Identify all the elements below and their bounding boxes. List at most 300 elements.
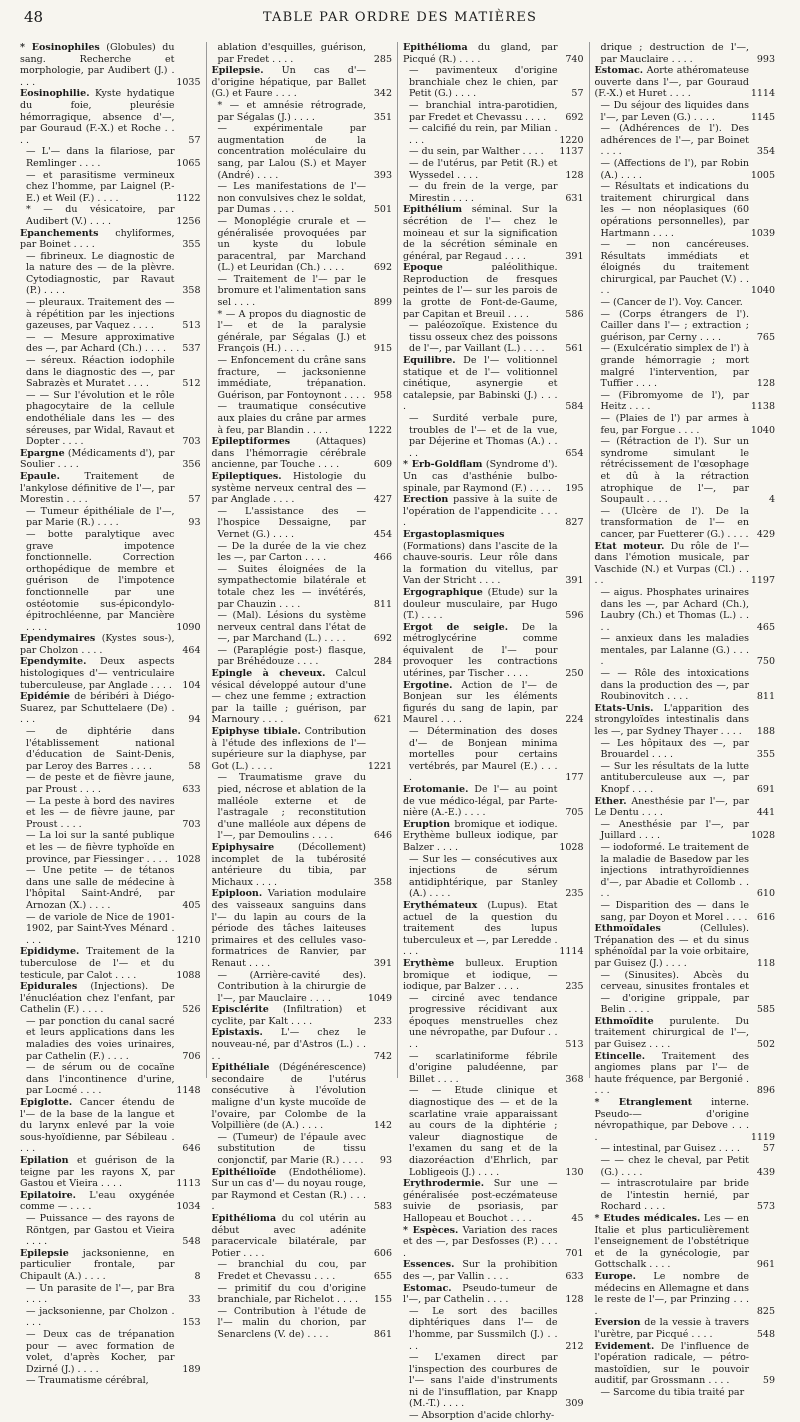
entry-page-number: 1039 (750, 227, 775, 239)
entry-leader-dots: . . . . (456, 53, 481, 65)
entry-text: Deux aspects histologiques d'— ventriculaire tuberculeuse, par Anglade (20, 656, 175, 691)
index-entry (595, 1271, 776, 1317)
index-entry (212, 610, 393, 645)
entry-page-number: 692 (373, 262, 392, 274)
index-entry (212, 274, 393, 309)
entry-text: — Les manifestations de l'— non convulsives chez le soldat, par Dumas (217, 181, 366, 216)
entry-text: * — A propos du diagnostic de l'— et de la paralysie générale, par Ségalas (J.) et François (H.) (217, 308, 366, 355)
index-entry (595, 100, 776, 123)
entry-page-number: 691 (756, 784, 775, 795)
index-entry (403, 1178, 584, 1224)
index-entry (403, 158, 584, 181)
entry-leader-dots: . . . . (715, 1143, 740, 1155)
index-entry (403, 100, 584, 123)
index-entry (403, 355, 584, 413)
entry-heading: Erythème (403, 957, 455, 969)
index-entry (20, 656, 201, 691)
entry-leader-dots: . . . . (141, 343, 167, 355)
entry-text: (Médicaments d'), par Soulier (20, 447, 175, 471)
entry-text: Action de l'— de Bonjean sur les éléments figurés du sang de lapin, par Maurel (403, 679, 558, 726)
entry-text: Anesthésie par l'—, par Le Dentu (594, 795, 749, 819)
entry-leader-dots: . . . . (418, 610, 443, 622)
entry-page-number: 368 (565, 1073, 584, 1085)
entry-page-number: 427 (373, 494, 392, 506)
index-entry (20, 471, 201, 506)
entry-text: — anxieux dans les maladies mentales, par Lalanne (G.) (600, 633, 749, 656)
entry-text: — De la durée de la vie chez les —, par Carton (217, 540, 366, 564)
entry-heading: Equilibre. (403, 355, 456, 367)
index-entry (595, 181, 776, 239)
entry-page-number: 354 (756, 146, 775, 158)
entry-page-number: 1114 (750, 88, 775, 100)
index-entry (595, 1155, 776, 1178)
entry-page-number: 441 (756, 807, 775, 819)
entry-leader-dots: . . . . (440, 1398, 465, 1410)
entry-page-number: 1148 (176, 1085, 201, 1097)
entry-page-number: 1028 (559, 841, 584, 853)
entry-leader-dots: . . . . (503, 668, 529, 680)
entry-leader-dots: . . . . (600, 610, 749, 633)
entry-leader-dots: . . . . (520, 343, 545, 355)
entry-page-number: 391 (565, 575, 584, 587)
index-entry (595, 738, 776, 761)
index-entry (212, 181, 393, 216)
entry-leader-dots: . . . . (626, 401, 651, 413)
entry-text: — traumatique consécutive aux plaies du crâne par armes à feu, par Blandin (217, 401, 366, 436)
entry-leader-dots: . . . . (675, 424, 700, 436)
entry-leader-dots: . . . . (494, 981, 520, 993)
entry-text: De l'— volitionnel statique et de l'— volitionnel cinétique, asynergie et catalepsie, par Babinski (J.) (403, 355, 558, 401)
entry-text: — (Exulcératio simplex de l') à grande hémorragie ; mort malgré l'intervention, par Tuffier (600, 343, 749, 390)
entry-text: (Syndrome d'). Un cas d'asthénie bulbo-spinale, par Raymond (F.) (403, 459, 558, 494)
entry-page-number: 646 (182, 1143, 201, 1155)
entry-heading: Epargne (20, 447, 65, 459)
entry-text: — — Rôle des intoxications dans la production des —, par Roubinovitch (600, 668, 749, 703)
entry-leader-dots: . . . . (97, 1178, 123, 1190)
entry-leader-dots: . . . . (304, 1328, 329, 1340)
index-entry (212, 506, 393, 541)
entry-page-number: 513 (565, 1039, 584, 1051)
entry-heading: Estomac. (594, 65, 644, 77)
entry-heading: * Etudes médicales. (594, 1212, 701, 1224)
entry-leader-dots: . . . . (666, 88, 691, 100)
entry-text: — (Mal). Lésions du système nerveux central dans l'état de —, par Marchand (L.) (217, 610, 366, 645)
index-entry (20, 1213, 201, 1248)
entry-page-number: 118 (756, 957, 775, 969)
entry-leader-dots: . . . . (76, 157, 101, 169)
index-entry (212, 1167, 393, 1213)
entry-page-number: 465 (756, 621, 775, 633)
entry-text: — expérimentale par augmentation de la concentration moléculaire du sang, par Lalou (S.) et Mayer (André) (217, 123, 366, 181)
entry-leader-dots: . . . . (147, 679, 172, 691)
entry-text: — (Rétraction de l'). Sur un syndrome simulant le rétrécissement de l'œsophage et dû à la rétraction atrophique de l'—, par Soupault (600, 436, 749, 506)
entry-page-number: 703 (182, 436, 201, 448)
entry-leader-dots: . . . . (449, 192, 474, 204)
entry-text: Variation modulaire des vaisseaux sanguins dans l'— du lapin au cours de la période des tâches laiteuses primaires et des cellules vaso-formatrices de Ranvier, par Renaut (211, 888, 366, 969)
entry-text: — paléozoïque. Existence du tissu osseux chez des poissons de l'—, par Vaillant (L.) (409, 320, 558, 355)
entry-text: (Kystes sous-), par Cholzon (20, 633, 175, 656)
index-column-4 (589, 42, 781, 1398)
entry-leader-dots: . . . . (246, 957, 271, 969)
index-entry (212, 309, 393, 355)
entry-text: — Du séjour des liquides dans l'—, par Leven (G.) (600, 99, 749, 123)
entry-leader-dots: . . . . (78, 644, 103, 656)
index-column-3 (397, 42, 589, 1422)
entry-heading: Epithélium (403, 204, 463, 216)
entry-text: (Dégénérescence) secondaire de l'utérus consécutive à l'évolution maligne d'un kyste mucoïde de l'ovaire, par Colombe de la Volpillière (de (A.) (211, 1062, 366, 1132)
page-number: 48 (24, 8, 44, 26)
entry-text: — (Fibromyome de l'), par Heitz (600, 389, 749, 413)
index-entry (20, 633, 201, 656)
index-columns (20, 42, 780, 1422)
entry-leader-dots: . . . . (211, 1039, 366, 1062)
entry-leader-dots: . . . . (211, 1189, 366, 1213)
entry-page-number: 596 (565, 610, 584, 622)
entry-text: Aorte athéromateuse ouverte dans l'—, par Gouraud (F.-X.) et Huret (594, 65, 749, 100)
index-entry (20, 251, 201, 297)
index-entry (20, 506, 201, 529)
entry-leader-dots: . . . . (26, 923, 175, 946)
entry-page-number: 224 (565, 714, 584, 726)
entry-leader-dots: . . . . (112, 969, 137, 981)
entry-heading: Epilepsie (20, 1247, 69, 1259)
entry-page-number: 1256 (176, 215, 201, 227)
entry-page-number: 654 (565, 447, 584, 459)
entry-leader-dots: . . . . (306, 992, 331, 1004)
entry-heading: Ergographique (403, 586, 483, 598)
entry-leader-dots: . . . . (252, 876, 278, 888)
entry-page-number: 195 (565, 482, 584, 494)
index-entry (403, 680, 584, 726)
entry-text: — primitif du cou d'origine branchiale, par Richelot (217, 1282, 366, 1306)
entry-page-number: 655 (373, 1270, 392, 1282)
entry-text: — La peste à bord des navires et les — de fièvre jaune, par Proust (26, 795, 175, 830)
entry-heading: Ergot de seigle. (403, 621, 509, 633)
entry-leader-dots: . . . . (696, 331, 722, 343)
entry-page-number: 284 (373, 656, 392, 668)
entry-text: — — chez le cheval, par Petit (G.) (600, 1155, 749, 1178)
index-entry (212, 842, 393, 888)
entry-heading: Epilation (20, 1155, 69, 1166)
entry-text: Sur une — généralisée post-eczémateuse suivie de psoriasis, par Hallopeau et Bouchot (403, 1178, 558, 1224)
entry-text: Le nombre de médecins en Allemagne et dans le reste de l'—, par Prinzing (594, 1270, 749, 1306)
entry-text: — Contribution à l'étude de l'— malin du chorion, par Senarclens (V. de) (217, 1305, 366, 1340)
entry-leader-dots: . . . . (281, 343, 306, 355)
entry-text: Traitement des angiomes plans par l'— de haute fréquence, par Bergonié (594, 1050, 749, 1085)
entry-text: — Une petite — de tétanos dans une salle de médecine à l'hôpital Saint-André, par Arnozan (X.) (26, 865, 175, 911)
index-entry (403, 1283, 584, 1306)
entry-page-number: 633 (565, 1270, 584, 1282)
entry-page-number: 309 (565, 1398, 584, 1410)
entry-page-number: 356 (182, 459, 201, 471)
entry-leader-dots: . . . . (314, 459, 340, 471)
entry-page-number: 1113 (176, 1178, 201, 1190)
entry-text: — fibrineux. Le diagnostic de la nature des — de la plèvre. Cytodiagnostic, par Ravaut (P.) (26, 250, 175, 297)
entry-leader-dots: . . . . (20, 65, 175, 88)
entry-page-number: 646 (373, 830, 392, 842)
entry-page-number: 811 (373, 598, 392, 610)
entry-page-number: 740 (565, 53, 584, 65)
entry-leader-dots: . . . . (63, 494, 88, 506)
entry-leader-dots: . . . . (339, 1155, 364, 1166)
entry-leader-dots: . . . . (668, 53, 693, 65)
entry-leader-dots: . . . . (434, 1073, 459, 1085)
entry-text: — Traumatisme grave du pied, nécrose et ablation de la malléole externe et de l'astragale ; reconstitution d'une malléole aux dépens de l'—, par Demoulins (217, 772, 366, 842)
index-entry (20, 1190, 201, 1213)
index-entry (595, 703, 776, 738)
entry-page-number: 94 (188, 714, 201, 726)
index-entry (20, 204, 201, 227)
entry-page-number: 993 (756, 53, 775, 65)
index-entry (595, 42, 776, 65)
entry-text: — L'examen direct par l'inspection des courbures de l'— sans l'aide d'instruments ni de l'insufflation, par Knapp (M.-T.) (409, 1352, 558, 1410)
index-entry (595, 1387, 776, 1399)
entry-text: — — non cancéreuses. Résultats immédiats et éloignés du traitement chirurgical, par Pauchet (V.) (600, 239, 749, 285)
entry-text: (Globules) du sang. Recherche et morphologie, par Audibert (J.) (20, 42, 175, 77)
entry-page-number: 45 (571, 1212, 584, 1224)
entry-leader-dots: . . . . (270, 204, 295, 216)
index-entry (20, 726, 201, 772)
entry-text: — Traumatisme cérébral, (26, 1375, 149, 1387)
entry-page-number: 189 (182, 1363, 201, 1375)
index-entry (595, 506, 776, 541)
entry-text: L'eau oxygénée comme — (20, 1189, 175, 1213)
entry-page-number: 548 (756, 1328, 775, 1340)
entry-page-number: 57 (762, 1143, 775, 1155)
entry-leader-dots: . . . . (625, 1004, 650, 1016)
entry-text: — branchial du cou, par Fredet et Chevassu (217, 1259, 366, 1282)
entry-text: (Cellules). Trépanation des — et du sinus sphénoïdal par la voie orbitaire, par Guisez (J.) (594, 923, 749, 969)
entry-page-number: 1090 (176, 621, 201, 633)
entry-page-number: 586 (565, 308, 584, 320)
entry-leader-dots: . . . . (618, 1166, 643, 1178)
entry-page-number: 692 (373, 633, 392, 645)
entry-text: De la métroglycérine comme équivalent de l'— pour provoquer les contractions utérines, par Tischer (403, 621, 558, 680)
entry-leader-dots: . . . . (276, 598, 301, 610)
entry-page-number: 899 (373, 297, 392, 309)
index-entry (212, 123, 393, 181)
index-entry (595, 970, 776, 1016)
entry-text: Traitement de l'ankylose définitive de l'—, par Morestin (20, 470, 175, 506)
index-entry (403, 900, 584, 958)
entry-text: Traitement de la tuberculose de l'— et du testicule, par Calot (20, 946, 175, 981)
entry-leader-dots: . . . . (299, 1120, 324, 1132)
entry-heading: Epilatoire. (20, 1189, 76, 1201)
entry-leader-dots: . . . . (403, 934, 558, 958)
entry-leader-dots: . . . . (409, 760, 558, 784)
entry-text: L'apparition des strongyloïdes intestinalis dans les —, par Sydney Thayer (594, 702, 749, 738)
entry-page-number: 93 (188, 517, 201, 529)
entry-page-number: 861 (373, 1328, 392, 1340)
entry-heading: Epidurales (20, 981, 78, 993)
entry-text: drique ; destruction de l'—, par Mauclaire (600, 42, 749, 65)
entry-leader-dots: . . . . (77, 1085, 102, 1097)
entry-text: (Endothéliome). Sur un cas d'— du noyau rouge, par Raymond et Cestan (R.) (211, 1166, 366, 1201)
index-entry (403, 1259, 584, 1282)
entry-page-number: 1197 (750, 575, 775, 587)
entry-heading: Erythémateux (403, 899, 478, 911)
entry-page-number: 439 (756, 1166, 775, 1178)
index-entry (20, 1375, 201, 1387)
entry-text: du col utérin au début avec adénite paracervicale bilatérale, par Potier (211, 1212, 366, 1259)
index-entry (595, 343, 776, 389)
entry-heading: * Espèces. (403, 1224, 459, 1236)
entry-text: — Disparition des — dans le sang, par Doyon et Morel (600, 899, 749, 923)
entry-page-number: 358 (182, 285, 201, 297)
index-entry (20, 146, 201, 169)
index-entry (20, 691, 201, 726)
entry-leader-dots: . . . . (409, 436, 558, 459)
entry-leader-dots: . . . . (303, 424, 328, 436)
entry-page-number: 57 (188, 134, 201, 146)
index-entry (403, 819, 584, 854)
entry-heading: Etat moteur. (594, 540, 665, 552)
entry-text: — de diphtérie dans l'établissement national d'éducation de Saint-Denis, par Leroy des Barres (26, 726, 175, 772)
index-column-2 (206, 42, 398, 1340)
index-entry (20, 1329, 201, 1375)
entry-text: — intrascrotulaire par bride de l'intestin hernié, par Rochard (600, 1178, 749, 1213)
entry-page-number: 1028 (750, 830, 775, 842)
entry-leader-dots: . . . . (475, 1166, 500, 1178)
entry-text: — Les hôpitaux des —, par Brouardel (600, 737, 749, 761)
index-entry (595, 390, 776, 413)
entry-leader-dots: . . . . (649, 227, 674, 239)
entry-page-number: 93 (379, 1155, 392, 1166)
entry-leader-dots: . . . . (129, 320, 154, 332)
entry-text: — Enfoncement du crâne sans fracture, — jacksonienne immédiate, trépanation. Guérison, par Fontoynont (217, 355, 366, 401)
entry-page-number: 1040 (750, 285, 775, 297)
entry-leader-dots: . . . . (79, 1004, 104, 1016)
entry-page-number: 633 (182, 784, 201, 795)
entry-heading: Eosinophilie. (20, 88, 90, 100)
entry-page-number: 573 (756, 1201, 775, 1213)
entry-leader-dots: . . . . (248, 760, 273, 772)
entry-page-number: 4 (768, 494, 775, 506)
entry-text: — (Cancer de l'). Voy. Cancer. (600, 297, 743, 309)
entry-heading: Etincelle. (594, 1050, 646, 1062)
index-entry (20, 1283, 201, 1306)
index-entry (595, 239, 776, 297)
entry-page-number: 502 (756, 1039, 775, 1051)
entry-leader-dots: . . . . (646, 1259, 671, 1271)
entry-heading: Epingle à cheveux. (211, 668, 326, 680)
entry-text: — — Etude clinique et diagnostique des — et de la scarlatine vraie apparaissant au cours de la diphtérie ; valeur diagnostique de l'examen du sang et de la diazoréaction d'Ehrlich, par Lobligeois (J.) (409, 1085, 558, 1178)
entry-leader-dots: . . . . (40, 285, 66, 297)
index-entry (212, 100, 393, 123)
entry-leader-dots: . . . . (643, 494, 668, 506)
entry-leader-dots: . . . . (690, 111, 715, 123)
entry-leader-dots: . . . . (617, 169, 642, 181)
entry-text: Calcul vésical développé autour d'une — chez une femme ; extraction par la taille ; guérison, par Marnoury (211, 668, 366, 726)
entry-leader-dots: . . . . (484, 1270, 509, 1282)
index-entry (595, 1317, 776, 1340)
entry-page-number: 609 (373, 459, 392, 471)
entry-heading: * Etranglement (594, 1097, 693, 1109)
entry-leader-dots: . . . . (451, 88, 477, 100)
entry-text: passive à la suite de l'opération de l'appendicite (403, 494, 558, 517)
entry-text: de béribéri à Diégo-Suarez, par Schuttelaere (De) (20, 691, 175, 714)
entry-page-number: 142 (373, 1120, 392, 1132)
index-entry (403, 529, 584, 587)
entry-leader-dots: . . . . (302, 552, 327, 564)
entry-leader-dots: . . . . (600, 273, 749, 297)
entry-page-number: 513 (182, 320, 201, 332)
entry-page-number: 742 (373, 1050, 392, 1062)
entry-page-number: 526 (182, 1004, 201, 1016)
index-entry (403, 726, 584, 784)
entry-text: — (Paraplégie post-) flasque, par Bréhédouze (217, 644, 366, 668)
entry-page-number: 250 (565, 668, 584, 680)
index-entry (403, 587, 584, 622)
index-entry (595, 1051, 776, 1097)
entry-text: — (Ulcère de l'). De la transformation de l'— en cancer, par Fuetterer (G.) (600, 505, 749, 540)
entry-page-number: 233 (373, 1015, 392, 1027)
entry-page-number: 1028 (176, 853, 201, 865)
index-entry (403, 65, 584, 100)
entry-page-number: 212 (565, 1340, 584, 1352)
entry-text: (Attaques) dans l'hémorragie cérébrale ancienne, par Touche (211, 436, 366, 471)
entry-text: — Sur les résultats de la lutte antituberculeuse aux —, par Knopf (600, 760, 749, 795)
entry-heading: Epidémie (20, 691, 70, 703)
entry-leader-dots: . . . . (403, 389, 558, 413)
entry-text: — Le sort des bacilles diphtériques dans l'— de l'homme, par Sussmilch (J.) (409, 1305, 558, 1340)
entry-text: — (Arrière-cavité des). Contribution à la chirurgie de l'—, par Mauclaire (217, 969, 366, 1004)
entry-text: — pleuraux. Traitement des — à répétition par les injections gazeuses, par Vaquez (26, 297, 175, 332)
entry-leader-dots: . . . . (635, 830, 660, 842)
index-entry (595, 633, 776, 668)
entry-leader-dots: . . . . (240, 1247, 265, 1259)
entry-text: Cancer étendu de l'— de la base de la langue et du larynx enlevé par la voie sous-hyoïdienne, par Sébileau (20, 1097, 175, 1143)
entry-leader-dots: . . . . (269, 53, 294, 65)
entry-page-number: 915 (373, 343, 392, 355)
entry-heading: Episclérite (211, 1004, 269, 1016)
entry-leader-dots: . . . . (664, 691, 689, 703)
index-entry (20, 1062, 201, 1097)
entry-page-number: 128 (756, 378, 775, 390)
entry-text: L'— chez le nouveau-né, par d'Astros (L.) (211, 1027, 366, 1051)
index-entry (595, 1143, 776, 1155)
index-entry (212, 401, 393, 436)
entry-leader-dots: . . . . (26, 1294, 48, 1306)
entry-text: — séreux. Réaction iodophile dans le diagnostic des —, par Sabrazès et Muratet (26, 355, 175, 390)
entry-heading: Erection (403, 494, 449, 506)
entry-page-number: 561 (565, 343, 584, 355)
entry-text: * — du vésicatoire, par Audibert (V.) (26, 204, 175, 227)
entry-text: — iodoformé. Le traitement de la maladie de Basedow par les injections intrathyroïdiennes d'—, par Abadie et Collomb (600, 841, 749, 888)
index-entry (403, 958, 584, 993)
entry-page-number: 104 (182, 679, 201, 691)
index-entry (595, 668, 776, 703)
entry-text: * — et amnésie rétrograde, par Ségalas (J.) (217, 99, 366, 123)
entry-page-number: 765 (756, 331, 775, 343)
entry-page-number: 1138 (750, 401, 775, 413)
entry-text: — scarlatiniforme fébrile d'origine paludéenne, par Billet (409, 1050, 558, 1085)
entry-heading: Ergastoplasmiques (403, 528, 505, 540)
entry-heading: Ergotine. (403, 679, 453, 691)
entry-text: Histologie du système nerveux central des — par Anglade (211, 470, 366, 506)
entry-text: De l'— au point de vue médico-légal, par Parte-nière (A.-E.) (403, 784, 558, 819)
entry-text: (Injections). De l'énucléation chez l'enfant, par Cathelin (F.) (20, 981, 175, 1016)
entry-leader-dots: . . . . (20, 123, 175, 146)
entry-page-number: 537 (182, 343, 201, 355)
entry-leader-dots: . . . . (26, 1305, 175, 1329)
entry-page-number: 128 (565, 169, 584, 181)
entry-text: — Tumeur épithéliale de l'—, par Marie (R.) (26, 505, 175, 529)
entry-text: bulleux. Eruption bromique et iodique, — iodique, par Balzer (403, 957, 558, 993)
entry-leader-dots: . . . . (57, 818, 82, 830)
entry-page-number: 606 (373, 1247, 392, 1259)
entry-leader-dots: . . . . (26, 621, 48, 633)
